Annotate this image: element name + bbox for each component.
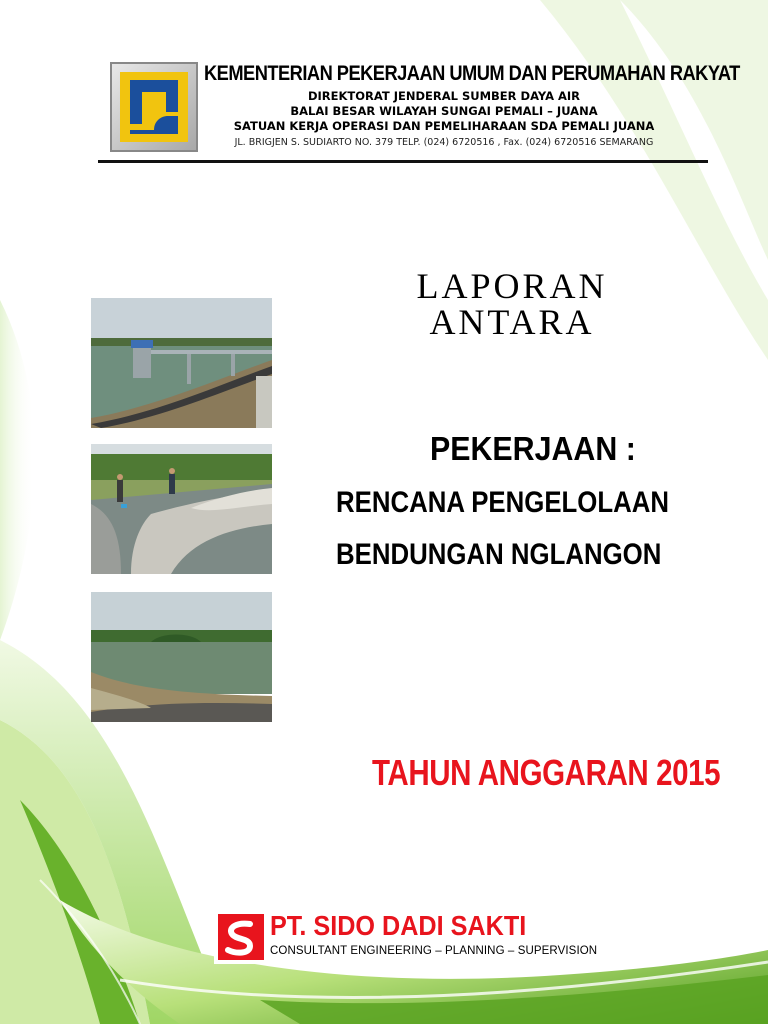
photo-dam-intake-bridge <box>91 298 272 428</box>
company-name: PT. SIDO DADI SAKTI <box>270 910 527 941</box>
project-label: PEKERJAAN : <box>430 430 636 467</box>
work-unit-name: SATUAN KERJA OPERASI DAN PEMELIHARAAN SDA PEMALI JUANA <box>233 119 655 133</box>
company-tagline: CONSULTANT ENGINEERING – PLANNING – SUPERVISION <box>270 945 598 957</box>
ministry-name: KEMENTERIAN PEKERJAAN UMUM DAN PERUMAHAN RAKYAT <box>204 62 740 85</box>
directorate-name: DIREKTORAT JENDERAL SUMBER DAYA AIR <box>307 89 581 103</box>
report-title-line1: LAPORAN <box>416 266 608 306</box>
company-logo-icon <box>218 914 264 960</box>
project-name-line2: BENDUNGAN NGLANGON <box>336 538 662 571</box>
consultant-block <box>214 910 598 964</box>
river-basin-office: BALAI BESAR WILAYAH SUNGAI PEMALI – JUANA <box>290 104 598 118</box>
letterhead <box>98 58 740 168</box>
header-divider <box>98 160 708 163</box>
office-address: JL. BRIGJEN S. SUDIARTO NO. 379 TELP. (024) 6720516 , Fax. (024) 6720516 SEMARANG <box>234 137 654 148</box>
report-title <box>372 268 652 340</box>
letterhead-text <box>204 58 740 150</box>
fiscal-year: TAHUN ANGGARAN 2015 <box>372 752 721 793</box>
project-name-line1: RENCANA PENGELOLAAN <box>336 486 670 519</box>
ministry-logo-icon <box>110 62 198 152</box>
photo-spillway-workers <box>91 444 272 574</box>
report-title-line2: ANTARA <box>429 302 595 342</box>
photo-reservoir <box>91 592 272 722</box>
